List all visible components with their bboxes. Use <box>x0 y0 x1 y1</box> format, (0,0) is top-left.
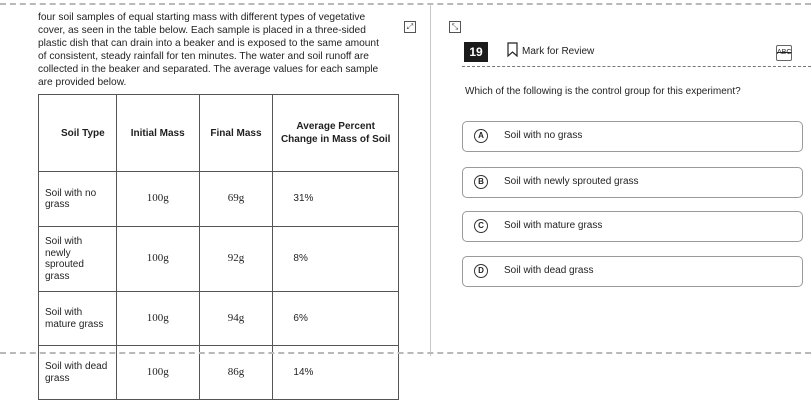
answer-choice-d[interactable] <box>462 256 803 287</box>
cell-initial-mass: 100g <box>116 172 199 227</box>
mark-for-review-button[interactable]: Mark for Review <box>522 46 595 57</box>
passage-line: plastic dish that can drain into a beaker and is exposed to the same amount <box>38 38 379 50</box>
passage-line: collected in the beaker and separated. The average values for each sample <box>38 64 379 76</box>
cell-final-mass: 92g <box>199 227 273 292</box>
choice-letter: B <box>474 175 488 189</box>
cell-soil-type: Soil with dead grass <box>39 346 117 400</box>
answer-choice-b[interactable] <box>462 167 803 198</box>
table-header-row <box>39 95 399 172</box>
table-row <box>39 227 399 292</box>
passage-line: cover, as seen in the table below. Each sample is placed in a three-sided <box>38 25 366 37</box>
data-table <box>38 94 399 400</box>
cell-initial-mass: 100g <box>116 292 199 346</box>
bottom-dashed-border <box>0 352 811 354</box>
cell-final-mass: 69g <box>199 172 273 227</box>
header-soil-type: Soil Type <box>39 95 117 172</box>
header-initial-mass: Initial Mass <box>116 95 199 172</box>
header-average-percent-change: Average Percent Change in Mass of Soil <box>273 95 399 172</box>
choice-text: Soil with no grass <box>504 130 583 141</box>
answer-choice-a[interactable] <box>462 121 803 152</box>
question-prompt: Which of the following is the control group for this experiment? <box>465 86 741 97</box>
top-dashed-border <box>0 3 811 5</box>
answer-choice-c[interactable] <box>462 211 803 242</box>
bookmark-icon[interactable] <box>507 42 518 57</box>
choice-letter: A <box>474 129 488 143</box>
cell-soil-type: Soil with newly sprouted grass <box>39 227 117 292</box>
passage-line: are provided below. <box>38 77 127 89</box>
passage-line: four soil samples of equal starting mass with different types of vegetative <box>38 12 366 23</box>
header-final-mass: Final Mass <box>199 95 273 172</box>
cell-soil-type: Soil with no grass <box>39 172 117 227</box>
choice-text: Soil with dead grass <box>504 265 594 276</box>
collapse-icon[interactable]: ⤡ <box>449 21 461 33</box>
cell-percent-change: 8% <box>273 227 399 292</box>
cell-final-mass: 86g <box>199 346 273 400</box>
cell-soil-type: Soil with mature grass <box>39 292 117 346</box>
cell-final-mass: 94g <box>199 292 273 346</box>
abc-strikethrough-icon[interactable]: ABC <box>776 45 792 61</box>
cell-initial-mass: 100g <box>116 227 199 292</box>
choice-letter: D <box>474 264 488 278</box>
choice-text: Soil with newly sprouted grass <box>504 176 639 187</box>
pane-divider[interactable] <box>430 4 431 356</box>
passage-text <box>38 11 398 90</box>
expand-icon[interactable]: ⤢ <box>404 21 416 33</box>
choice-text: Soil with mature grass <box>504 220 603 231</box>
passage-line: of consistent, steady rainfall for ten minutes. The water and soil runoff are <box>38 51 369 63</box>
table-row <box>39 172 399 227</box>
question-number: 19 <box>464 42 488 62</box>
cell-percent-change: 14% <box>273 346 399 400</box>
table-row <box>39 292 399 346</box>
cell-percent-change: 31% <box>273 172 399 227</box>
choice-letter: C <box>474 219 488 233</box>
cell-initial-mass: 100g <box>116 346 199 400</box>
cell-percent-change: 6% <box>273 292 399 346</box>
question-header-divider <box>462 66 811 67</box>
